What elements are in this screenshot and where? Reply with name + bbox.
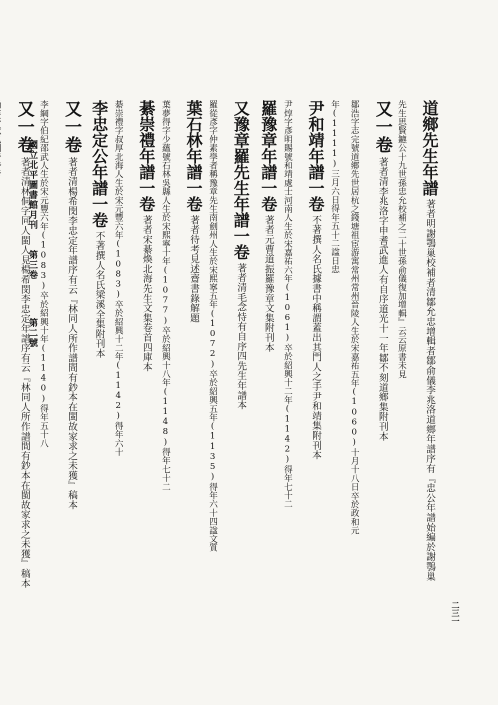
entry-biography: 先生思賢鑣公十九世孫忠允校補之二十世孫俞儀復加增輯』云云原書未見: [396, 100, 407, 379]
text-column: [85, 100, 107, 635]
text-column: [395, 100, 409, 635]
entry-biography: 尹焞字彥明賜號和靖處士河南人生於宋嘉祐六年(1061)卒於紹興十二年(1142)得年七十二: [282, 100, 293, 509]
text-column: [37, 100, 51, 635]
entry-heading: 又一卷: [371, 100, 392, 154]
entry-heading: 又一卷: [61, 100, 81, 154]
entry-note: 著者清李兆洛字申耆武進人有自序道光十一年鄒不刻道鄉集附刊本: [376, 157, 388, 442]
entry-heading: 綦崇禮年譜一卷: [136, 100, 156, 212]
text-column: [329, 100, 343, 635]
entry-heading: 李忠定公年譜一卷: [89, 100, 109, 228]
text-column: [207, 100, 221, 635]
text-column: [348, 100, 362, 635]
entry-biography: 葉夢得字少蘊號石林吳縣人生於宋熙寧十年(1077)卒於紹興十八年(1148)得年七十二: [160, 100, 171, 491]
text-column: [112, 100, 126, 635]
entry-biography: 年(1111)三月六日得年五十二諡日忠: [329, 100, 340, 274]
text-column: [415, 100, 437, 635]
entry-heading: 羅豫章年譜一卷: [258, 100, 278, 212]
entry-heading: 又豫章羅先生年譜一卷: [231, 100, 251, 260]
volume-number: 第三卷: [27, 250, 37, 280]
page-number: 二三一: [451, 601, 461, 625]
entry-note: 著者清林侗字同人閩人見楊希閔李忠定年譜序有云『林同人所作譜間有鈔本在閩故家求之未獲』稿本: [18, 157, 30, 589]
entry-biography: 綦崇禮字叔厚北海人生於宋元豐六年(1083)卒於紹興十二年(1142)得年六十: [113, 100, 124, 457]
entry-biography: [0, 100, 1, 178]
text-column: [179, 100, 201, 635]
entry-biography: 羅從彥字仲素學者稱豫章先生南劍州人生於宋熙寧五年(1072)卒於紹興五年(1135)得年六十四諡文質: [207, 100, 218, 552]
text-column: [368, 100, 390, 635]
entry-note: 著者元曹道振羅豫章文集附刊本: [262, 215, 274, 353]
entry-note: 著者宋綦煥北海先生文集卷首四庫本: [140, 215, 152, 372]
text-column: [226, 100, 251, 635]
text-column: [159, 100, 173, 635]
entry-note: 著者明謝鶚巢校補者清鄒允忠增輯者鄒俞儀李兆洛道鄉年譜序有『忠公年譜始編於謝鶚巢: [424, 199, 435, 582]
text-column: [254, 100, 276, 635]
entry-biography: 鄒浩字志完號道鄉先世居杭之錢塘祖宦游寓常州常州晉陵人生於宋嘉祐五年(1060)十月十八日卒於政和元: [349, 100, 360, 535]
journal-title: 國立北平圖書館月刊: [27, 140, 37, 230]
text-column: [281, 100, 295, 635]
issue-number: 第二號: [27, 318, 37, 348]
text-column: [0, 100, 4, 635]
entry-note: 不著撰人名氏梁溪全集附刊本: [93, 231, 105, 359]
entry-heading: 道鄉先生年譜: [420, 100, 439, 196]
entry-note: 著者待考見述齋書錄解題: [188, 215, 199, 323]
entry-heading: 尹和靖年譜一卷: [306, 100, 325, 212]
entry-note: 著者清楊希閔李忠定年譜序有云『林同人所作譜間有鈔本在閩故家求之未獲』稿本: [66, 157, 77, 510]
entry-note: 著者清毛念恃有自序四先生年譜本: [235, 263, 247, 410]
entry-heading: 又一卷: [13, 100, 34, 154]
text-column: [301, 100, 323, 635]
entry-biography: 李綱字伯紀邵武人生於宋元豐六年(1083)卒於紹興十年(1140)得年五十八: [38, 100, 49, 448]
text-column: [57, 100, 79, 635]
entry-heading: 葉石林年譜一卷: [184, 100, 203, 212]
text-column: [132, 100, 154, 635]
entry-note: 不著撰人名氏據書中稱謂蓋出其門人之手尹和靖集附刊本: [310, 215, 321, 460]
